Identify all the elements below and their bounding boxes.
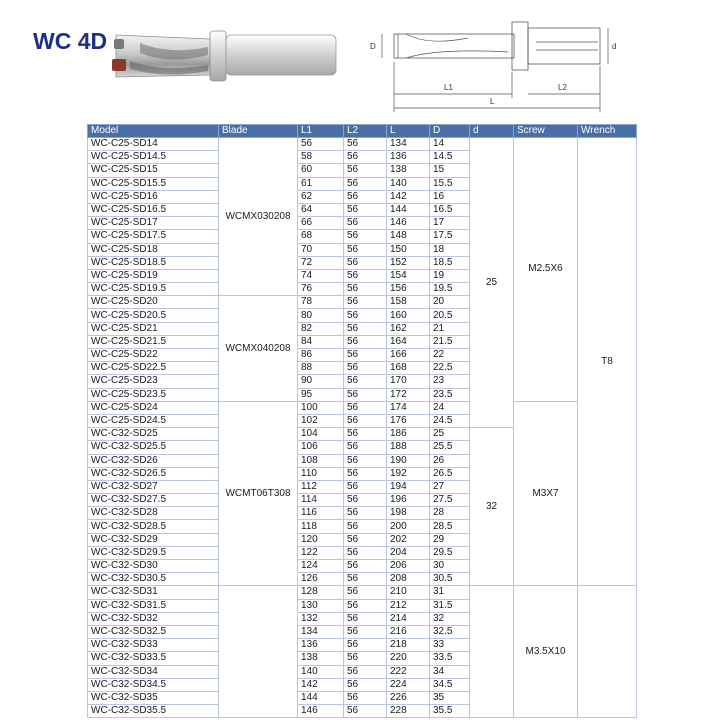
model-cell: WC-C32-SD34.5 <box>88 678 219 691</box>
diameter-cell: 28.5 <box>430 520 470 533</box>
model-cell: WC-C25-SD18.5 <box>88 256 219 269</box>
label-D: D <box>370 42 376 51</box>
l2-cell: 56 <box>344 388 387 401</box>
l-cell: 200 <box>387 520 430 533</box>
diameter-cell: 35 <box>430 691 470 704</box>
l-cell: 170 <box>387 375 430 388</box>
diameter-cell: 21 <box>430 322 470 335</box>
diameter-cell: 22.5 <box>430 362 470 375</box>
l-cell: 188 <box>387 441 430 454</box>
diameter-cell: 21.5 <box>430 335 470 348</box>
l-cell: 208 <box>387 573 430 586</box>
label-d: d <box>612 42 617 51</box>
column-header-l1: L1 <box>298 125 344 138</box>
model-cell: WC-C32-SD33 <box>88 639 219 652</box>
l2-cell: 56 <box>344 586 387 599</box>
l1-cell: 124 <box>298 560 344 573</box>
l-cell: 142 <box>387 190 430 203</box>
model-cell: WC-C32-SD29 <box>88 533 219 546</box>
l2-cell: 56 <box>344 151 387 164</box>
diameter-cell: 23.5 <box>430 388 470 401</box>
diameter-cell: 25.5 <box>430 441 470 454</box>
l2-cell: 56 <box>344 691 387 704</box>
column-header-blade: Blade <box>219 125 298 138</box>
shank-d-cell <box>470 586 514 718</box>
l1-cell: 64 <box>298 203 344 216</box>
l-cell: 220 <box>387 652 430 665</box>
model-cell: WC-C25-SD23 <box>88 375 219 388</box>
spec-table <box>87 124 637 718</box>
l1-cell: 90 <box>298 375 344 388</box>
model-cell: WC-C25-SD16 <box>88 190 219 203</box>
l2-cell: 56 <box>344 467 387 480</box>
l2-cell: 56 <box>344 269 387 282</box>
l2-cell: 56 <box>344 665 387 678</box>
column-header-l: L <box>387 125 430 138</box>
diameter-cell: 27 <box>430 480 470 493</box>
l-cell: 156 <box>387 283 430 296</box>
model-cell: WC-C32-SD27.5 <box>88 494 219 507</box>
l1-cell: 120 <box>298 533 344 546</box>
l-cell: 192 <box>387 467 430 480</box>
l1-cell: 126 <box>298 573 344 586</box>
l1-cell: 80 <box>298 309 344 322</box>
l1-cell: 86 <box>298 349 344 362</box>
diameter-cell: 24 <box>430 401 470 414</box>
column-header-d: D <box>430 125 470 138</box>
l-cell: 136 <box>387 151 430 164</box>
l2-cell: 56 <box>344 533 387 546</box>
l2-cell: 56 <box>344 296 387 309</box>
diameter-cell: 35.5 <box>430 705 470 718</box>
l2-cell: 56 <box>344 362 387 375</box>
model-cell: WC-C32-SD29.5 <box>88 546 219 559</box>
diameter-cell: 20.5 <box>430 309 470 322</box>
l2-cell: 56 <box>344 375 387 388</box>
model-cell: WC-C25-SD24 <box>88 401 219 414</box>
column-header-wrench: Wrench <box>578 125 637 138</box>
l2-cell: 56 <box>344 243 387 256</box>
label-L2: L2 <box>558 83 567 92</box>
model-cell: WC-C25-SD21.5 <box>88 335 219 348</box>
diameter-cell: 34 <box>430 665 470 678</box>
model-cell: WC-C32-SD31.5 <box>88 599 219 612</box>
l2-cell: 56 <box>344 639 387 652</box>
l1-cell: 142 <box>298 678 344 691</box>
l-cell: 146 <box>387 217 430 230</box>
l-cell: 210 <box>387 586 430 599</box>
l-cell: 226 <box>387 691 430 704</box>
model-cell: WC-C25-SD17.5 <box>88 230 219 243</box>
wrench-cell <box>578 586 637 718</box>
shank-d-cell: 32 <box>470 428 514 586</box>
diameter-cell: 23 <box>430 375 470 388</box>
model-cell: WC-C32-SD28.5 <box>88 520 219 533</box>
l1-cell: 82 <box>298 322 344 335</box>
diameter-cell: 15.5 <box>430 177 470 190</box>
diameter-cell: 32 <box>430 612 470 625</box>
l2-cell: 56 <box>344 652 387 665</box>
diameter-cell: 24.5 <box>430 414 470 427</box>
l-cell: 160 <box>387 309 430 322</box>
diameter-cell: 33 <box>430 639 470 652</box>
model-cell: WC-C25-SD15.5 <box>88 177 219 190</box>
l-cell: 212 <box>387 599 430 612</box>
model-cell: WC-C25-SD19 <box>88 269 219 282</box>
l2-cell: 56 <box>344 177 387 190</box>
diameter-cell: 26 <box>430 454 470 467</box>
diameter-cell: 26.5 <box>430 467 470 480</box>
l1-cell: 116 <box>298 507 344 520</box>
model-cell: WC-C25-SD24.5 <box>88 414 219 427</box>
model-cell: WC-C32-SD34 <box>88 665 219 678</box>
l1-cell: 78 <box>298 296 344 309</box>
l-cell: 202 <box>387 533 430 546</box>
diameter-cell: 30 <box>430 560 470 573</box>
column-header-model: Model <box>88 125 219 138</box>
diameter-cell: 31.5 <box>430 599 470 612</box>
model-cell: WC-C32-SD31 <box>88 586 219 599</box>
l2-cell: 56 <box>344 335 387 348</box>
blade-cell: WCMX030208 <box>219 138 298 296</box>
l2-cell: 56 <box>344 190 387 203</box>
l-cell: 214 <box>387 612 430 625</box>
l2-cell: 56 <box>344 599 387 612</box>
l1-cell: 136 <box>298 639 344 652</box>
l2-cell: 56 <box>344 309 387 322</box>
blade-cell: WCMT06T308 <box>219 401 298 586</box>
l2-cell: 56 <box>344 678 387 691</box>
diameter-cell: 31 <box>430 586 470 599</box>
diameter-cell: 34.5 <box>430 678 470 691</box>
model-cell: WC-C25-SD21 <box>88 322 219 335</box>
l2-cell: 56 <box>344 494 387 507</box>
l-cell: 186 <box>387 428 430 441</box>
model-cell: WC-C32-SD26 <box>88 454 219 467</box>
l2-cell: 56 <box>344 625 387 638</box>
l2-cell: 56 <box>344 705 387 718</box>
l1-cell: 140 <box>298 665 344 678</box>
l-cell: 206 <box>387 560 430 573</box>
l2-cell: 56 <box>344 203 387 216</box>
l-cell: 164 <box>387 335 430 348</box>
l1-cell: 88 <box>298 362 344 375</box>
diameter-cell: 19.5 <box>430 283 470 296</box>
screw-cell: M2.5X6 <box>514 138 578 402</box>
l1-cell: 134 <box>298 625 344 638</box>
l-cell: 144 <box>387 203 430 216</box>
model-cell: WC-C32-SD25.5 <box>88 441 219 454</box>
l1-cell: 66 <box>298 217 344 230</box>
label-L: L <box>490 97 495 106</box>
model-cell: WC-C32-SD32 <box>88 612 219 625</box>
column-header-d: d <box>470 125 514 138</box>
table-row <box>88 586 637 599</box>
l2-cell: 56 <box>344 573 387 586</box>
model-cell: WC-C32-SD28 <box>88 507 219 520</box>
l1-cell: 122 <box>298 546 344 559</box>
l2-cell: 56 <box>344 560 387 573</box>
l1-cell: 130 <box>298 599 344 612</box>
model-cell: WC-C25-SD22.5 <box>88 362 219 375</box>
column-header-screw: Screw <box>514 125 578 138</box>
l2-cell: 56 <box>344 414 387 427</box>
blade-cell <box>219 586 298 718</box>
diameter-cell: 27.5 <box>430 494 470 507</box>
l1-cell: 62 <box>298 190 344 203</box>
diameter-cell: 17.5 <box>430 230 470 243</box>
diameter-cell: 17 <box>430 217 470 230</box>
l2-cell: 56 <box>344 401 387 414</box>
table-row <box>88 401 637 414</box>
l1-cell: 106 <box>298 441 344 454</box>
l-cell: 216 <box>387 625 430 638</box>
l1-cell: 100 <box>298 401 344 414</box>
l2-cell: 56 <box>344 546 387 559</box>
l-cell: 218 <box>387 639 430 652</box>
model-cell: WC-C25-SD14.5 <box>88 151 219 164</box>
model-cell: WC-C25-SD20.5 <box>88 309 219 322</box>
l1-cell: 102 <box>298 414 344 427</box>
l-cell: 196 <box>387 494 430 507</box>
model-cell: WC-C32-SD27 <box>88 480 219 493</box>
l-cell: 152 <box>387 256 430 269</box>
dimension-diagram <box>358 12 620 116</box>
table-row <box>88 138 637 151</box>
diameter-cell: 15 <box>430 164 470 177</box>
l1-cell: 76 <box>298 283 344 296</box>
l-cell: 162 <box>387 322 430 335</box>
model-cell: WC-C25-SD18 <box>88 243 219 256</box>
diameter-cell: 22 <box>430 349 470 362</box>
model-cell: WC-C25-SD23.5 <box>88 388 219 401</box>
l-cell: 198 <box>387 507 430 520</box>
screw-cell: M3.5X10 <box>514 586 578 718</box>
l1-cell: 61 <box>298 177 344 190</box>
model-cell: WC-C25-SD20 <box>88 296 219 309</box>
l1-cell: 58 <box>298 151 344 164</box>
l-cell: 204 <box>387 546 430 559</box>
l2-cell: 56 <box>344 428 387 441</box>
l-cell: 176 <box>387 414 430 427</box>
l2-cell: 56 <box>344 322 387 335</box>
l1-cell: 84 <box>298 335 344 348</box>
l2-cell: 56 <box>344 520 387 533</box>
diameter-cell: 18 <box>430 243 470 256</box>
model-cell: WC-C25-SD14 <box>88 138 219 151</box>
l1-cell: 110 <box>298 467 344 480</box>
diameter-cell: 14 <box>430 138 470 151</box>
l-cell: 172 <box>387 388 430 401</box>
model-cell: WC-C32-SD35 <box>88 691 219 704</box>
diameter-cell: 16.5 <box>430 203 470 216</box>
l1-cell: 60 <box>298 164 344 177</box>
diameter-cell: 16 <box>430 190 470 203</box>
l2-cell: 56 <box>344 349 387 362</box>
l-cell: 174 <box>387 401 430 414</box>
column-header-l2: L2 <box>344 125 387 138</box>
l2-cell: 56 <box>344 612 387 625</box>
l-cell: 150 <box>387 243 430 256</box>
l2-cell: 56 <box>344 441 387 454</box>
l1-cell: 146 <box>298 705 344 718</box>
l1-cell: 72 <box>298 256 344 269</box>
l1-cell: 118 <box>298 520 344 533</box>
model-cell: WC-C25-SD19.5 <box>88 283 219 296</box>
diameter-cell: 32.5 <box>430 625 470 638</box>
l1-cell: 128 <box>298 586 344 599</box>
l1-cell: 68 <box>298 230 344 243</box>
l2-cell: 56 <box>344 256 387 269</box>
l-cell: 168 <box>387 362 430 375</box>
model-cell: WC-C32-SD32.5 <box>88 625 219 638</box>
diameter-cell: 18.5 <box>430 256 470 269</box>
wrench-cell: T8 <box>578 138 637 586</box>
diameter-cell: 28 <box>430 507 470 520</box>
label-L1: L1 <box>444 83 453 92</box>
l2-cell: 56 <box>344 283 387 296</box>
l1-cell: 114 <box>298 494 344 507</box>
l-cell: 224 <box>387 678 430 691</box>
l2-cell: 56 <box>344 480 387 493</box>
diameter-cell: 30.5 <box>430 573 470 586</box>
l1-cell: 56 <box>298 138 344 151</box>
l1-cell: 132 <box>298 612 344 625</box>
l1-cell: 138 <box>298 652 344 665</box>
l1-cell: 112 <box>298 480 344 493</box>
l1-cell: 95 <box>298 388 344 401</box>
page-title: WC 4D <box>33 28 108 54</box>
l1-cell: 70 <box>298 243 344 256</box>
blade-cell: WCMX040208 <box>219 296 298 402</box>
diameter-cell: 19 <box>430 269 470 282</box>
diameter-cell: 14.5 <box>430 151 470 164</box>
l-cell: 158 <box>387 296 430 309</box>
l1-cell: 144 <box>298 691 344 704</box>
drill-tool-image <box>110 25 340 87</box>
model-cell: WC-C32-SD26.5 <box>88 467 219 480</box>
l-cell: 228 <box>387 705 430 718</box>
model-cell: WC-C32-SD25 <box>88 428 219 441</box>
diameter-cell: 29 <box>430 533 470 546</box>
diameter-cell: 25 <box>430 428 470 441</box>
l-cell: 154 <box>387 269 430 282</box>
screw-cell: M3X7 <box>514 401 578 586</box>
diameter-cell: 29.5 <box>430 546 470 559</box>
l-cell: 222 <box>387 665 430 678</box>
l2-cell: 56 <box>344 507 387 520</box>
diameter-cell: 33.5 <box>430 652 470 665</box>
l2-cell: 56 <box>344 217 387 230</box>
model-cell: WC-C25-SD16.5 <box>88 203 219 216</box>
model-cell: WC-C32-SD33.5 <box>88 652 219 665</box>
l1-cell: 108 <box>298 454 344 467</box>
l-cell: 194 <box>387 480 430 493</box>
l-cell: 166 <box>387 349 430 362</box>
l-cell: 148 <box>387 230 430 243</box>
diameter-cell: 20 <box>430 296 470 309</box>
model-cell: WC-C25-SD15 <box>88 164 219 177</box>
l2-cell: 56 <box>344 454 387 467</box>
model-cell: WC-C25-SD17 <box>88 217 219 230</box>
l2-cell: 56 <box>344 138 387 151</box>
model-cell: WC-C32-SD30.5 <box>88 573 219 586</box>
model-cell: WC-C32-SD35.5 <box>88 705 219 718</box>
l2-cell: 56 <box>344 164 387 177</box>
l-cell: 190 <box>387 454 430 467</box>
l1-cell: 104 <box>298 428 344 441</box>
model-cell: WC-C32-SD30 <box>88 560 219 573</box>
l1-cell: 74 <box>298 269 344 282</box>
l-cell: 140 <box>387 177 430 190</box>
l-cell: 138 <box>387 164 430 177</box>
l2-cell: 56 <box>344 230 387 243</box>
shank-d-cell: 25 <box>470 138 514 428</box>
l-cell: 134 <box>387 138 430 151</box>
table-header-row <box>88 125 637 138</box>
model-cell: WC-C25-SD22 <box>88 349 219 362</box>
